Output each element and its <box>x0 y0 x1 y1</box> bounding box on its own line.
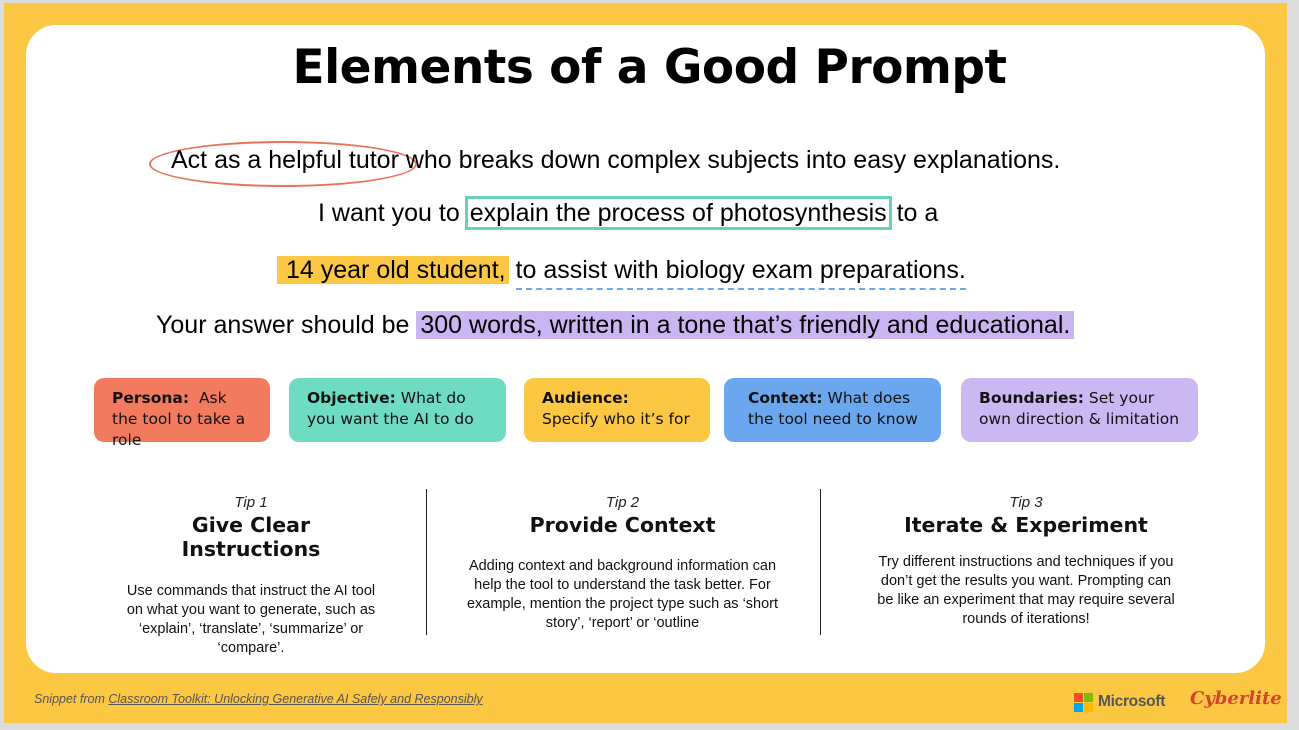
prompt-line-4-pre: Your answer should be <box>156 311 417 339</box>
element-card-boundaries <box>961 378 1198 442</box>
prompt-persona: Act as a helpful tutor <box>171 146 399 174</box>
element-name: Context: <box>748 389 823 407</box>
prompt-line-3 <box>277 253 966 287</box>
element-card-audience <box>524 378 710 442</box>
prompt-line-1-rest: who breaks down complex subjects into easy explanations. <box>398 146 1061 174</box>
prompt-line-4 <box>156 308 1074 342</box>
microsoft-logo-text: Microsoft <box>1098 693 1166 710</box>
element-card-objective <box>289 378 506 442</box>
element-card-persona <box>94 378 270 449</box>
tip-label: Tip 3 <box>1009 494 1043 511</box>
element-name: Boundaries: <box>979 389 1084 407</box>
tip-2 <box>460 494 785 633</box>
source-link[interactable]: Classroom Toolkit: Unlocking Generative AI Safely and Responsibly <box>108 692 483 706</box>
tip-body: Adding context and background information can help the tool to understand the task better. For example, mention the project type such as ‘short story’, ‘report’ or ‘outline <box>466 558 779 631</box>
cyberlite-logo: Cyberlite <box>1190 688 1282 709</box>
tip-title: Give Clear Instructions <box>181 513 321 561</box>
element-name: Persona: <box>112 389 190 407</box>
element-desc: What do you want the AI to do <box>307 389 474 428</box>
tip-title: Iterate & Experiment <box>904 513 1148 537</box>
prompt-line-2-post: to a <box>889 199 939 227</box>
tip-label: Tip 1 <box>234 494 268 511</box>
tip-body: Try different instructions and techniques if you don’t get the results you want. Prompting can be like an experiment that may require several rounds of iterations! <box>877 554 1175 627</box>
element-desc: Specify who it’s for <box>542 410 690 428</box>
element-name: Audience: <box>542 389 629 407</box>
tip-divider <box>820 489 821 635</box>
prompt-objective: explain the process of photosynthesis <box>465 196 892 230</box>
element-desc: Ask the tool to take a role <box>112 389 246 449</box>
prompt-line-1 <box>171 143 1060 177</box>
prompt-context: to assist with biology exam preparations. <box>516 256 966 290</box>
microsoft-logo-icon <box>1074 693 1094 713</box>
element-desc: Set your own direction & limitation <box>979 389 1180 428</box>
prompt-line-2-pre: I want you to <box>318 199 467 227</box>
page-title: Elements of a Good Prompt <box>292 40 1007 95</box>
tip-1 <box>120 494 382 658</box>
element-name: Objective: <box>307 389 396 407</box>
prompt-line-2 <box>318 196 938 230</box>
tip-label: Tip 2 <box>605 494 640 511</box>
element-card-context <box>724 378 941 442</box>
source-prefix: Snippet from <box>34 692 109 706</box>
tip-3 <box>872 494 1180 629</box>
tip-body: Use commands that instruct the AI tool on what you want to generate, such as ‘explain’, ‘translate’, ‘summarize’ or ‘compare’. <box>126 583 376 656</box>
source-note <box>34 692 483 706</box>
tip-title: Provide Context <box>529 513 716 537</box>
tip-divider <box>426 489 427 635</box>
element-desc: What does the tool need to know <box>748 389 918 428</box>
prompt-boundaries: 300 words, written in a tone that’s friendly and educational. <box>416 311 1074 339</box>
prompt-audience: 14 year old student, <box>277 256 509 284</box>
